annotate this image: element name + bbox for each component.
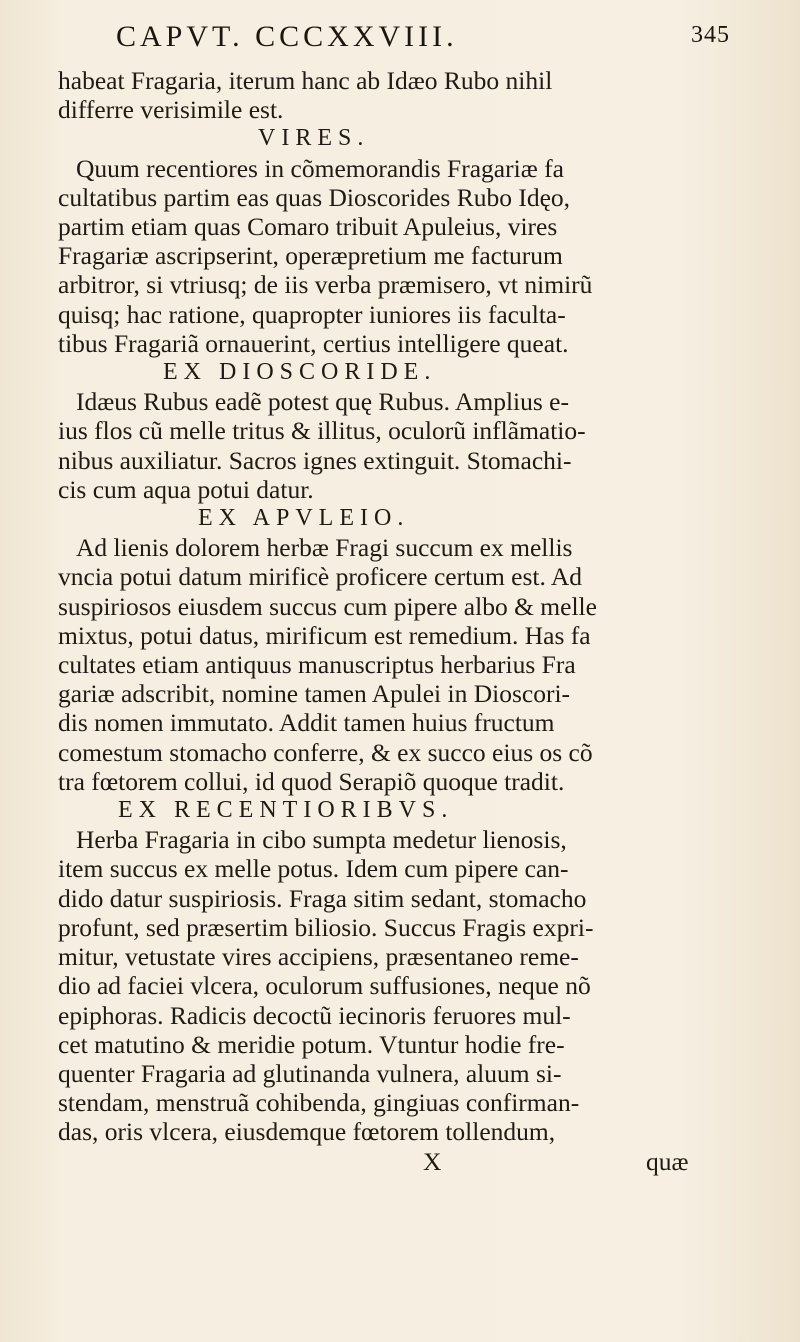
text-line: nibus auxiliatur. Sacros ignes extinguit. Stomachi-	[58, 445, 572, 475]
text-line: tra fœtorem collui, id quod Serapiõ quoque tradit.	[58, 766, 565, 796]
text-line: dido datur suspiriosis. Fraga sitim sedant, stomacho	[58, 883, 587, 913]
text-line: quenter Fragaria ad glutinanda vulnera, aluum si-	[58, 1058, 562, 1088]
text-line: vncia potui datum mirificè proficere certum est. Ad	[58, 562, 582, 592]
text-line: habeat Fragaria, iterum hanc ab Idæo Rubo nihil	[58, 66, 553, 95]
text-line: dio ad faciei vlcera, oculorum suffusiones, neque nõ	[58, 971, 591, 1001]
text-line: tibus Fragariã ornauerint, certius intelligere queat.	[58, 328, 569, 358]
text-line: Herba Fragaria in cibo sumpta medetur lienosis,	[76, 825, 567, 855]
text-line: comestum stomacho conferre, & ex succo eius os cõ	[58, 737, 593, 767]
text-line: Idæus Rubus eadẽ potest quę Rubus. Amplius e-	[76, 387, 569, 417]
text-line: gariæ adscribit, nomine tamen Apulei in Dioscori-	[58, 679, 571, 709]
catchword: quæ	[646, 1146, 689, 1176]
section-heading: EX APVLEIO.	[198, 505, 410, 532]
text-line: mixtus, potui datus, mirificum est remedium. Has fa	[58, 620, 591, 650]
text-block	[58, 66, 748, 1176]
text-line: cis cum aqua potui datur.	[58, 474, 314, 504]
text-line: suspiriosos eiusdem succus cum pipere albo & melle	[58, 591, 597, 621]
text-line: dis nomen immutato. Addit tamen huius fructum	[58, 708, 555, 738]
text-line: cultates etiam antiquus manuscriptus herbarius Fra	[58, 650, 576, 680]
text-line: quisq; hac ratione, quapropter iuniores iis faculta-	[58, 299, 566, 329]
text-line: mitur, vetustate vires accipiens, præsentaneo reme-	[58, 942, 579, 972]
text-line: cet matutino & meridie potum. Vtuntur hodie fre-	[58, 1029, 565, 1059]
text-line: profunt, sed præsertim biliosio. Succus Fragis expri-	[58, 912, 594, 942]
text-line: Fragariæ ascripserint, operæpretium me facturum	[58, 241, 563, 271]
text-line: cultatibus partim eas quas Dioscorides Rubo Idęo,	[58, 182, 571, 212]
running-head: CAPVT. CCCXXVIII.	[116, 20, 458, 53]
text-line: differre verisimile est.	[58, 95, 284, 125]
section-heading: VIRES.	[258, 125, 370, 152]
text-line: partim etiam quas Comaro tribuit Apuleius, vires	[58, 212, 558, 242]
text-line: arbitror, si vtriusq; de iis verba præmisero, vt nimirũ	[58, 270, 593, 300]
footer-line	[58, 1147, 748, 1176]
text-line: Ad lienis dolorem herbæ Fragi succum ex mellis	[76, 533, 573, 563]
section-heading: EX DIOSCORIDE.	[163, 359, 437, 386]
text-line: ius flos cũ melle tritus & illitus, oculorũ inflãmatio-	[58, 416, 586, 446]
text-line: Quum recentiores in cõmemorandis Fragariæ fa	[76, 153, 564, 183]
page-header	[110, 20, 730, 60]
text-line: das, oris vlcera, eiusdemque fœtorem tollendum,	[58, 1117, 556, 1147]
text-line: stendam, menstruã cohibenda, gingiuas confirman-	[58, 1088, 580, 1118]
text-line: item succus ex melle potus. Idem cum pipere can-	[58, 854, 569, 884]
signature-mark: X	[423, 1146, 442, 1176]
text-line: epiphoras. Radicis decoctũ iecinoris feruores mul-	[58, 1000, 571, 1030]
folio-number: 345	[691, 22, 730, 48]
section-heading: EX RECENTIORIBVS.	[118, 797, 454, 824]
